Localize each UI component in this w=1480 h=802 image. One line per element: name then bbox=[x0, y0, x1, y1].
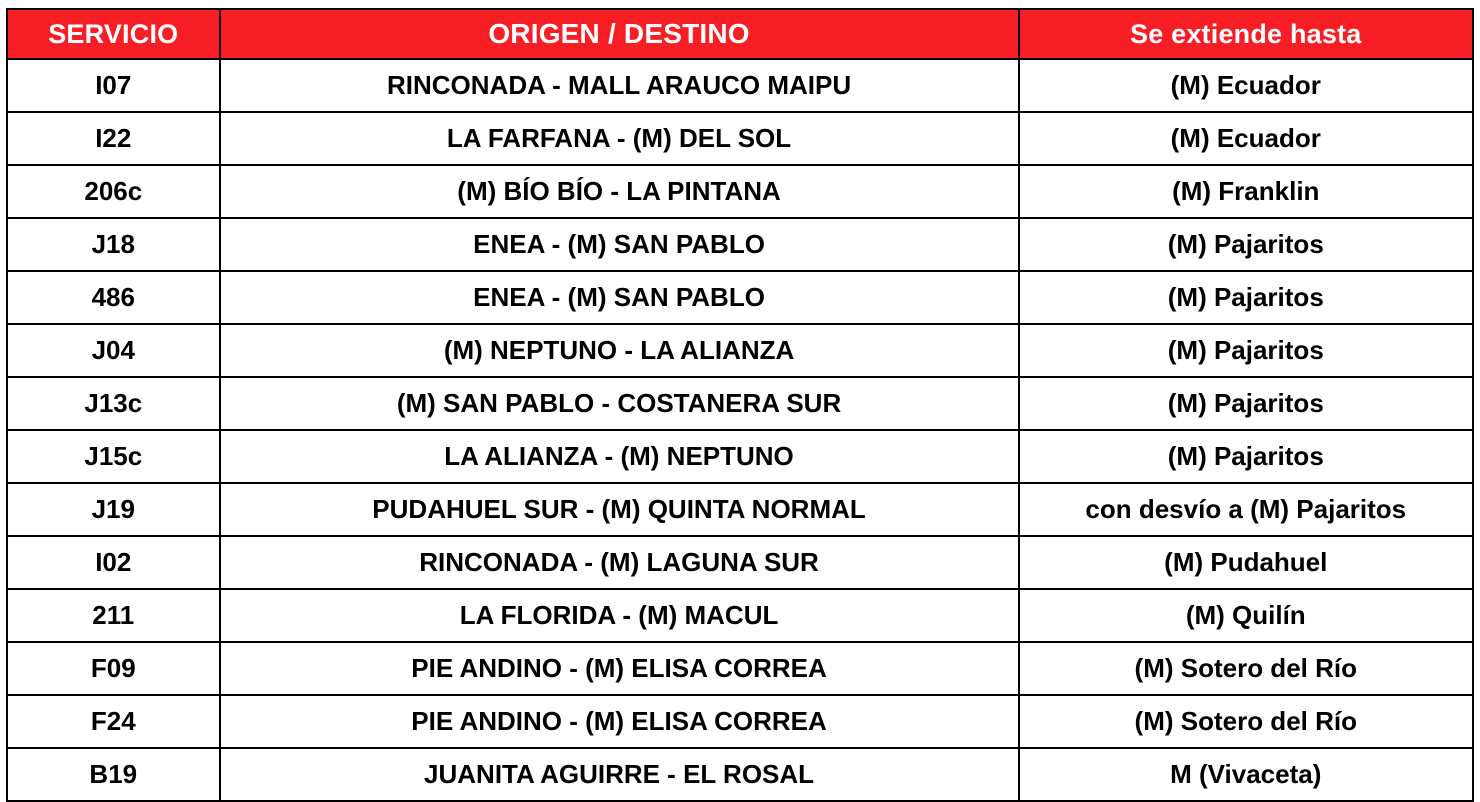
cell-se-extiende-hasta: (M) Pajaritos bbox=[1019, 377, 1473, 430]
table-body bbox=[7, 59, 1473, 801]
cell-origen-destino: ENEA - (M) SAN PABLO bbox=[220, 218, 1019, 271]
cell-se-extiende-hasta: (M) Pajaritos bbox=[1019, 271, 1473, 324]
cell-se-extiende-hasta: (M) Pudahuel bbox=[1019, 536, 1473, 589]
cell-servicio: I02 bbox=[7, 536, 220, 589]
cell-se-extiende-hasta: (M) Ecuador bbox=[1019, 112, 1473, 165]
cell-origen-destino: RINCONADA - (M) LAGUNA SUR bbox=[220, 536, 1019, 589]
table-header-row bbox=[7, 9, 1473, 59]
cell-origen-destino: RINCONADA - MALL ARAUCO MAIPU bbox=[220, 59, 1019, 112]
column-header-origen-destino: ORIGEN / DESTINO bbox=[220, 9, 1019, 59]
cell-se-extiende-hasta: (M) Sotero del Río bbox=[1019, 642, 1473, 695]
cell-servicio: F24 bbox=[7, 695, 220, 748]
table-row bbox=[7, 271, 1473, 324]
cell-origen-destino: (M) SAN PABLO - COSTANERA SUR bbox=[220, 377, 1019, 430]
cell-origen-destino: (M) NEPTUNO - LA ALIANZA bbox=[220, 324, 1019, 377]
cell-origen-destino: LA FLORIDA - (M) MACUL bbox=[220, 589, 1019, 642]
cell-se-extiende-hasta: (M) Pajaritos bbox=[1019, 218, 1473, 271]
cell-servicio: 206c bbox=[7, 165, 220, 218]
table-row bbox=[7, 218, 1473, 271]
cell-servicio: J19 bbox=[7, 483, 220, 536]
cell-origen-destino: LA ALIANZA - (M) NEPTUNO bbox=[220, 430, 1019, 483]
cell-se-extiende-hasta: (M) Quilín bbox=[1019, 589, 1473, 642]
cell-se-extiende-hasta: (M) Pajaritos bbox=[1019, 324, 1473, 377]
cell-se-extiende-hasta: con desvío a (M) Pajaritos bbox=[1019, 483, 1473, 536]
cell-servicio: 486 bbox=[7, 271, 220, 324]
table-row bbox=[7, 748, 1473, 801]
table-row bbox=[7, 112, 1473, 165]
cell-origen-destino: ENEA - (M) SAN PABLO bbox=[220, 271, 1019, 324]
cell-se-extiende-hasta: (M) Sotero del Río bbox=[1019, 695, 1473, 748]
table-row bbox=[7, 165, 1473, 218]
cell-servicio: J18 bbox=[7, 218, 220, 271]
table-row bbox=[7, 59, 1473, 112]
table-row bbox=[7, 324, 1473, 377]
cell-origen-destino: JUANITA AGUIRRE - EL ROSAL bbox=[220, 748, 1019, 801]
cell-se-extiende-hasta: (M) Ecuador bbox=[1019, 59, 1473, 112]
routes-table bbox=[6, 8, 1474, 802]
table-row bbox=[7, 483, 1473, 536]
cell-servicio: F09 bbox=[7, 642, 220, 695]
cell-origen-destino: (M) BÍO BÍO - LA PINTANA bbox=[220, 165, 1019, 218]
table-row bbox=[7, 430, 1473, 483]
table-row bbox=[7, 642, 1473, 695]
cell-servicio: J13c bbox=[7, 377, 220, 430]
cell-origen-destino: LA FARFANA - (M) DEL SOL bbox=[220, 112, 1019, 165]
cell-servicio: I07 bbox=[7, 59, 220, 112]
column-header-servicio: SERVICIO bbox=[7, 9, 220, 59]
cell-se-extiende-hasta: M (Vivaceta) bbox=[1019, 748, 1473, 801]
cell-servicio: J04 bbox=[7, 324, 220, 377]
cell-se-extiende-hasta: (M) Franklin bbox=[1019, 165, 1473, 218]
cell-servicio: 211 bbox=[7, 589, 220, 642]
table-row bbox=[7, 536, 1473, 589]
column-header-se-extiende-hasta: Se extiende hasta bbox=[1019, 9, 1473, 59]
table-row bbox=[7, 695, 1473, 748]
table-header bbox=[7, 9, 1473, 59]
cell-servicio: B19 bbox=[7, 748, 220, 801]
cell-servicio: J15c bbox=[7, 430, 220, 483]
cell-se-extiende-hasta: (M) Pajaritos bbox=[1019, 430, 1473, 483]
cell-origen-destino: PIE ANDINO - (M) ELISA CORREA bbox=[220, 642, 1019, 695]
cell-servicio: I22 bbox=[7, 112, 220, 165]
cell-origen-destino: PUDAHUEL SUR - (M) QUINTA NORMAL bbox=[220, 483, 1019, 536]
table-row bbox=[7, 589, 1473, 642]
cell-origen-destino: PIE ANDINO - (M) ELISA CORREA bbox=[220, 695, 1019, 748]
table-row bbox=[7, 377, 1473, 430]
